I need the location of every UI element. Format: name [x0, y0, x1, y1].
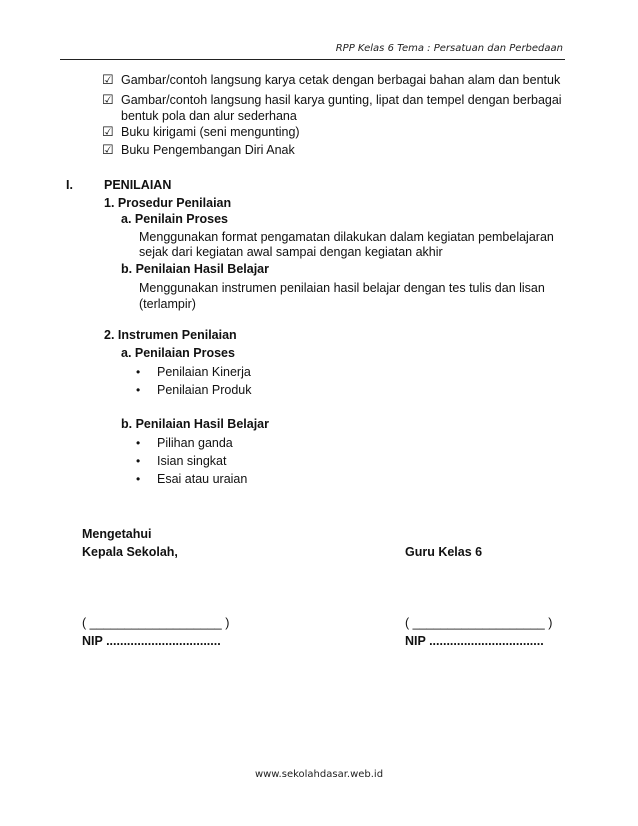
list-item: Penilaian Produk [157, 383, 252, 397]
source-item: Gambar/contoh langsung hasil karya gunting, lipat dan tempel dengan berbagai [121, 93, 562, 107]
teacher-name-blank: ( ___________________ ) [405, 616, 553, 630]
teacher-nip: NIP ................................. [405, 634, 544, 648]
list-item: Isian singkat [157, 454, 227, 468]
procedure-title: 1. Prosedur Penilaian [104, 196, 232, 210]
checkbox-icon: ☑ [102, 72, 114, 87]
procedure-a-title: a. Penilain Proses [121, 212, 228, 226]
header-rule [60, 59, 565, 60]
instrument-b-title: b. Penilaian Hasil Belajar [121, 417, 269, 431]
list-item: Esai atau uraian [157, 472, 248, 486]
source-item: Buku kirigami (seni mengunting) [121, 125, 300, 139]
checkbox-icon: ☑ [102, 124, 114, 139]
bullet-icon: • [136, 436, 141, 450]
checkbox-icon: ☑ [102, 142, 114, 157]
checkbox-icon: ☑ [102, 92, 114, 107]
acknowledge-label: Mengetahui [82, 527, 152, 541]
procedure-b-text: Menggunakan instrumen penilaian hasil belajar dengan tes tulis dan lisan [139, 281, 545, 295]
page-footer: www.sekolahdasar.web.id [254, 769, 384, 780]
teacher-title: Guru Kelas 6 [405, 545, 483, 559]
section-numeral: I. [66, 178, 73, 192]
principal-nip: NIP ................................. [82, 634, 221, 648]
source-item: Gambar/contoh langsung karya cetak dengan berbagai bahan alam dan bentuk [121, 73, 561, 87]
bullet-icon: • [136, 472, 141, 486]
source-item-continued: bentuk pola dan alur sederhana [121, 109, 297, 123]
bullet-icon: • [136, 365, 141, 379]
list-item: Penilaian Kinerja [157, 365, 251, 379]
procedure-a-text: Menggunakan format pengamatan dilakukan dalam kegiatan pembelajaran [139, 230, 554, 244]
procedure-b-title: b. Penilaian Hasil Belajar [121, 262, 269, 276]
instrument-title: 2. Instrumen Penilaian [104, 328, 237, 342]
list-item: Pilihan ganda [157, 436, 233, 450]
instrument-a-title: a. Penilaian Proses [121, 346, 235, 360]
section-title: PENILAIAN [104, 178, 172, 192]
principal-name-blank: ( ___________________ ) [82, 616, 230, 630]
source-item: Buku Pengembangan Diri Anak [121, 143, 295, 157]
procedure-a-text: sejak dari kegiatan awal sampai dengan kegiatan akhir [139, 245, 443, 259]
principal-title: Kepala Sekolah, [82, 545, 178, 559]
page-header: RPP Kelas 6 Tema : Persatuan dan Perbedaan [335, 43, 563, 54]
bullet-icon: • [136, 383, 141, 397]
bullet-icon: • [136, 454, 141, 468]
procedure-b-text: (terlampir) [139, 297, 196, 311]
